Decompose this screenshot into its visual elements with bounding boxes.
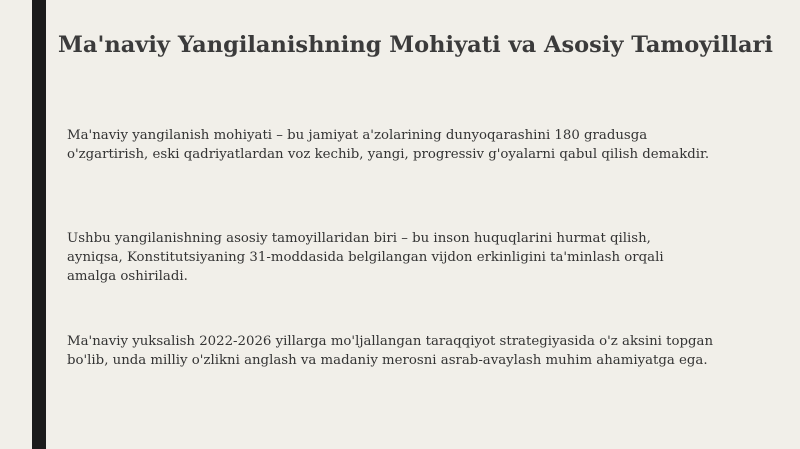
paragraph-line: o'zgartirish, eski qadriyatlardan voz kechib, yangi, progressiv g'oyalarni qabul qilish demakdir. bbox=[67, 147, 710, 162]
slide-title: Ma'naviy Yangilanishning Mohiyati va Asosiy Tamoyillari bbox=[58, 32, 773, 58]
paragraph-3 bbox=[67, 332, 767, 370]
paragraph-line: Ushbu yangilanishning asosiy tamoyillaridan biri – bu inson huquqlarini hurmat qilish, bbox=[67, 231, 651, 246]
paragraph-line: bo'lib, unda milliy o'zlikni anglash va madaniy merosni asrab-avaylash muhim ahamiyatga ega. bbox=[67, 353, 708, 368]
paragraph-line: Ma'naviy yuksalish 2022-2026 yillarga mo'ljallangan taraqqiyot strategiyasida o'z aksini topgan bbox=[67, 334, 714, 349]
accent-bar bbox=[32, 0, 46, 449]
paragraph-line: amalga oshiriladi. bbox=[67, 269, 188, 284]
paragraph-2 bbox=[67, 229, 767, 286]
paragraph-1 bbox=[67, 126, 767, 164]
paragraph-line: Ma'naviy yangilanish mohiyati – bu jamiyat a'zolarining dunyoqarashini 180 gradusga bbox=[67, 128, 648, 143]
paragraph-line: ayniqsa, Konstitutsiyaning 31-moddasida belgilangan vijdon erkinligini ta'minlash orqali bbox=[67, 250, 664, 265]
